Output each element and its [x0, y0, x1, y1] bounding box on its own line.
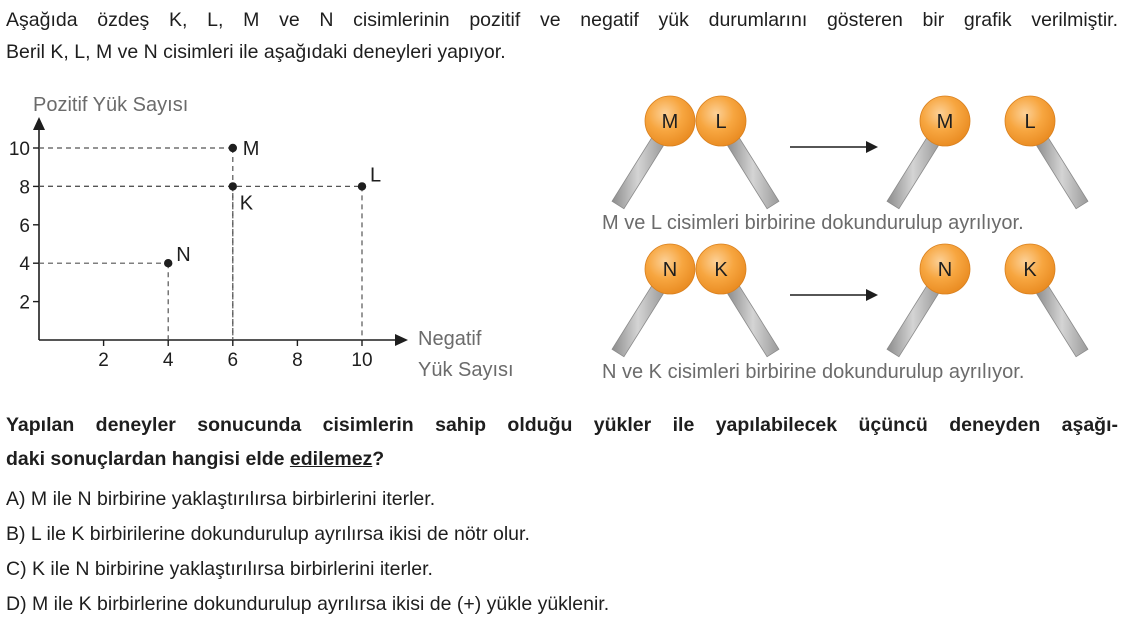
sphere-label-n: N — [662, 259, 678, 281]
point-k — [229, 182, 237, 190]
point-label-n: N — [176, 244, 191, 267]
intro-line-1: Aşağıda özdeş K, L, M ve N cisimlerinin pozitif ve negatif yük durumlarını gösteren bir grafik verilmiştir. — [6, 9, 1118, 31]
experiment-nk — [612, 244, 1088, 357]
option-c[interactable] — [6, 552, 609, 587]
option-text: M ile N birbirine yaklaştırılırsa birbirlerini iterler. — [30, 488, 436, 510]
x-axis-arrow — [395, 334, 408, 346]
x-tick-label: 2 — [98, 350, 109, 371]
insulating-stand — [1036, 137, 1088, 208]
experiments-figure — [590, 84, 1122, 394]
option-letter: D) — [6, 593, 27, 615]
intro-text — [6, 4, 1118, 68]
x-tick-label: 4 — [162, 350, 174, 371]
question-line-2-suffix: ? — [372, 448, 385, 470]
y-tick-label: 8 — [19, 177, 30, 199]
experiment-ml — [612, 96, 1088, 209]
point-l — [358, 182, 366, 190]
x-axis-label-line2: Yük Sayısı — [418, 359, 514, 381]
insulating-stand — [887, 137, 939, 208]
insulating-stand — [1036, 285, 1088, 356]
answer-options — [6, 482, 609, 622]
sphere-label-l: L — [715, 111, 727, 133]
insulating-stand — [727, 285, 779, 356]
insulating-stand — [727, 137, 779, 208]
question-text — [6, 408, 1118, 476]
question-line-1: Yapılan deneyler sonucunda cisimlerin sahip olduğu yükler ile yapılabilecek üçüncü deneyden aşağı- — [6, 414, 1118, 436]
y-axis-label: Pozitif Yük Sayısı — [33, 94, 189, 116]
charge-graph — [0, 84, 560, 394]
option-text: M ile K birbirlerine dokundurulup ayrılırsa ikisi de (+) yükle yüklenir. — [32, 593, 610, 615]
point-label-l: L — [370, 164, 382, 187]
y-tick-label: 4 — [19, 254, 30, 276]
intro-line-2: Beril K, L, M ve N cisimleri ile aşağıdaki deneyleri yapıyor. — [6, 41, 506, 63]
option-d[interactable] — [6, 587, 609, 622]
option-b[interactable] — [6, 517, 609, 552]
option-text: K ile N birbirine yaklaştırılırsa birbirlerini iterler. — [32, 558, 433, 580]
y-tick-label: 6 — [19, 215, 30, 237]
y-tick-label: 2 — [19, 292, 30, 314]
arrow-head — [866, 141, 878, 153]
y-ticks — [9, 139, 39, 314]
option-letter: C) — [6, 558, 27, 580]
point-n — [164, 259, 172, 267]
option-text: L ile K birbirilerine dokundurulup ayrılırsa ikisi de nötr olur. — [30, 523, 530, 545]
option-letter: A) — [6, 488, 26, 510]
point-label-k: K — [239, 192, 254, 215]
insulating-stand — [887, 285, 939, 356]
data-points — [164, 138, 381, 267]
guide-lines — [39, 148, 362, 340]
x-ticks — [98, 340, 372, 371]
option-a[interactable] — [6, 482, 609, 517]
insulating-stand — [612, 137, 664, 208]
sphere-label-k: K — [1023, 259, 1037, 281]
arrow-head — [866, 289, 878, 301]
question-line-2 — [6, 442, 1118, 476]
point-m — [229, 144, 237, 152]
y-axis-arrow — [33, 117, 45, 130]
sphere-label-m: M — [661, 111, 679, 133]
experiment-caption-nk: N ve K cisimleri birbirine dokundurulup ayrılıyor. — [602, 361, 1025, 383]
question-line-2-prefix: daki sonuçlardan hangisi elde — [6, 448, 290, 470]
sphere-label-n: N — [937, 259, 953, 281]
sphere-label-m: M — [936, 111, 954, 133]
option-letter: B) — [6, 523, 26, 545]
insulating-stand — [612, 285, 664, 356]
x-tick-label: 10 — [351, 350, 373, 371]
experiment-caption-ml: M ve L cisimleri birbirine dokundurulup ayrılıyor. — [602, 212, 1024, 234]
sphere-label-l: L — [1024, 111, 1036, 133]
question-emphasis: edilemez — [289, 448, 373, 470]
x-axis-label-line1: Negatif — [418, 328, 482, 350]
y-tick-label: 10 — [8, 139, 30, 160]
point-label-m: M — [242, 138, 260, 160]
x-tick-label: 8 — [292, 350, 303, 371]
x-tick-label: 6 — [227, 350, 239, 371]
sphere-label-k: K — [714, 259, 728, 281]
